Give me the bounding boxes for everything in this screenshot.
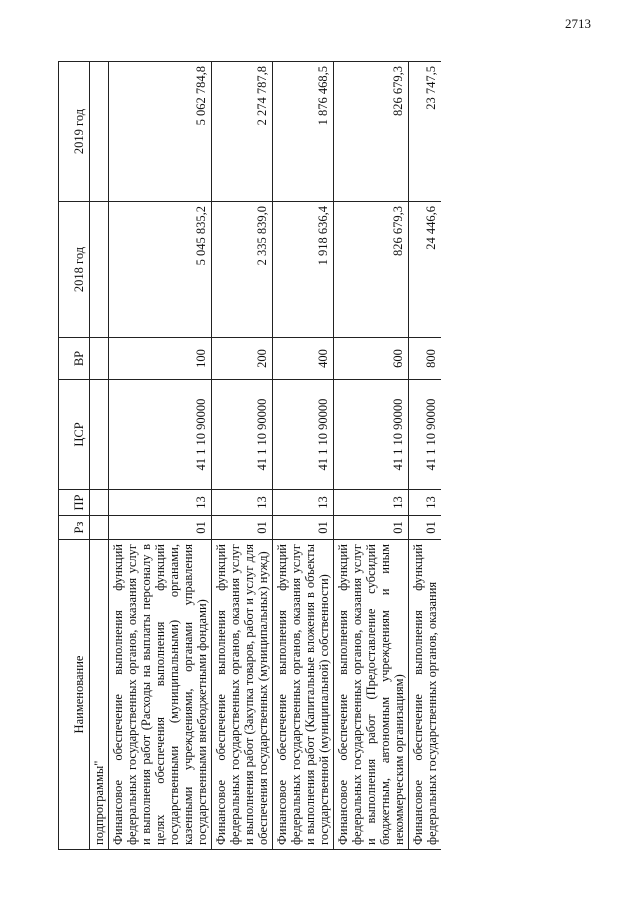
row-2018: 1 918 636,4 xyxy=(273,202,334,338)
row-rz: 01 xyxy=(409,516,442,540)
table-header-row xyxy=(59,62,90,850)
row-vr: 400 xyxy=(273,338,334,380)
row-csr: 41 1 10 90000 xyxy=(212,380,273,490)
row-2018: 5 045 835,2 xyxy=(109,202,212,338)
budget-table-rotated xyxy=(58,62,578,850)
row-vr: 100 xyxy=(109,338,212,380)
row-rz: 01 xyxy=(273,516,334,540)
row-name: подпрограммы" xyxy=(90,540,109,850)
row-csr: 41 1 10 90000 xyxy=(409,380,442,490)
table-row xyxy=(334,62,409,850)
row-2018: 2 335 839,0 xyxy=(212,202,273,338)
row-2018: 826 679,3 xyxy=(334,202,409,338)
row-name: Финансовое обеспечение выполнения функций федеральных государственных органов, оказания xyxy=(409,540,442,850)
row-pr xyxy=(90,490,109,516)
row-csr xyxy=(90,380,109,490)
table-row xyxy=(212,62,273,850)
row-name: Финансовое обеспечение выполнения функций федеральных государственных органов, оказания услуг и выполнения работ (Предоставление субсидий бюджетным, автономным учреждениям и иным некоммерческим организациям) xyxy=(334,540,409,850)
row-vr: 200 xyxy=(212,338,273,380)
row-pr: 13 xyxy=(334,490,409,516)
row-2019: 2 274 787,8 xyxy=(212,62,273,202)
header-rz: Рз xyxy=(59,516,90,540)
page-number: 2713 xyxy=(565,16,591,31)
row-pr: 13 xyxy=(409,490,442,516)
row-pr: 13 xyxy=(273,490,334,516)
table-row xyxy=(273,62,334,850)
row-pr: 13 xyxy=(212,490,273,516)
row-2019: 826 679,3 xyxy=(334,62,409,202)
row-2019: 5 062 784,8 xyxy=(109,62,212,202)
row-csr: 41 1 10 90000 xyxy=(334,380,409,490)
row-name: Финансовое обеспечение выполнения функций федеральных государственных органов, оказания услуг и выполнения работ (Капитальные вложения в объекты государственной (муниципальной) собственности) xyxy=(273,540,334,850)
row-pr: 13 xyxy=(109,490,212,516)
row-csr: 41 1 10 90000 xyxy=(109,380,212,490)
row-name: Финансовое обеспечение выполнения функций федеральных государственных органов, оказания услуг и выполнения работ (Закупка товаров, работ и услуг для обеспечения государственных (муниципальных) нужд) xyxy=(212,540,273,850)
row-vr xyxy=(90,338,109,380)
table-row xyxy=(109,62,212,850)
header-pr: ПР xyxy=(59,490,90,516)
row-2019: 23 747,5 xyxy=(409,62,442,202)
row-2018 xyxy=(90,202,109,338)
row-2019 xyxy=(90,62,109,202)
header-2018: 2018 год xyxy=(59,202,90,338)
row-name: Финансовое обеспечение выполнения функций федеральных государственных органов, оказания услуг и выполнения работ (Расходы на выплаты персоналу в целях обеспечения выполнения функций государственными (муниципальными) органами, казенными учреждениями, органами управления государственными внебюджетными фондами) xyxy=(109,540,212,850)
row-2019: 1 876 468,5 xyxy=(273,62,334,202)
header-csr: ЦСР xyxy=(59,380,90,490)
row-vr: 800 xyxy=(409,338,442,380)
row-rz: 01 xyxy=(334,516,409,540)
header-name: Наименование xyxy=(59,540,90,850)
row-vr: 600 xyxy=(334,338,409,380)
header-2019: 2019 год xyxy=(59,62,90,202)
row-csr: 41 1 10 90000 xyxy=(273,380,334,490)
row-rz: 01 xyxy=(109,516,212,540)
budget-table xyxy=(58,61,441,850)
row-2018: 24 446,6 xyxy=(409,202,442,338)
table-row xyxy=(409,62,442,850)
row-rz: 01 xyxy=(212,516,273,540)
row-rz xyxy=(90,516,109,540)
table-row xyxy=(90,62,109,850)
header-vr: ВР xyxy=(59,338,90,380)
